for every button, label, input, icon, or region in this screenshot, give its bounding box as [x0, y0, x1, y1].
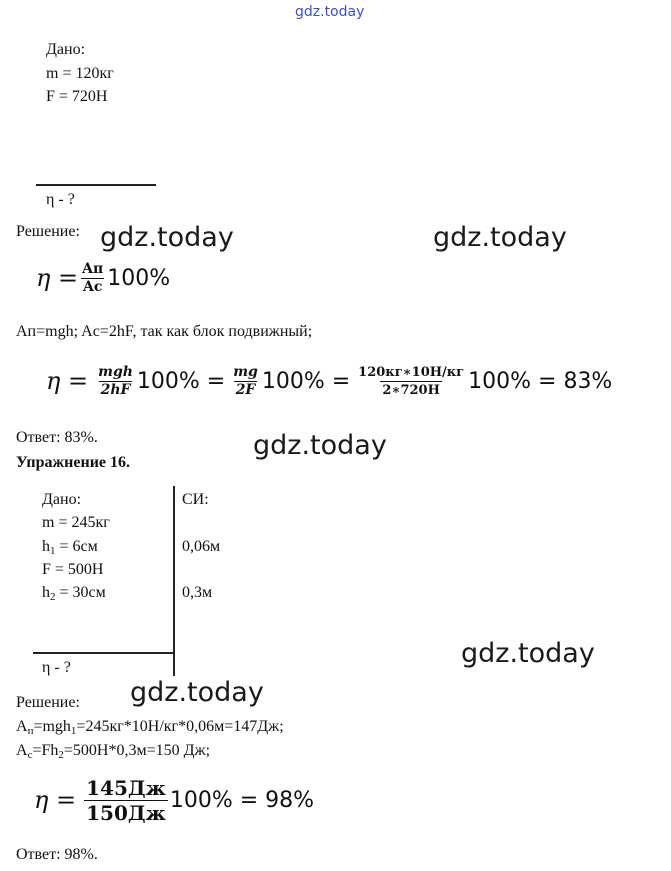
answer-2: Ответ: 98%. [16, 846, 98, 863]
calc-denominator-1: 2hF [100, 381, 131, 398]
given-height-1: $h_1 = 6см$ [42, 538, 98, 557]
formula2-fraction [84, 776, 168, 825]
formula2-numerator: 145Дж [86, 775, 166, 800]
formula-fraction [80, 261, 105, 296]
calc-fraction-2 [231, 364, 260, 399]
given-mass-2: m = 245кг [42, 514, 110, 531]
watermark-top: gdz.today [295, 4, 365, 20]
calc-numerator-2: mg [233, 363, 258, 380]
calc-fraction-3 [356, 364, 466, 399]
si-height-1: 0,06м [182, 538, 221, 555]
find-efficiency: η - ? [46, 191, 75, 208]
given-force-2: F = 500Н [42, 561, 104, 578]
calc-numerator-3: 120кг∗10Н/кг [358, 364, 465, 380]
efficiency-formula-2 [34, 770, 314, 830]
given-divider-2 [33, 652, 174, 654]
watermark: gdz.today [253, 430, 387, 461]
exercise-heading: Упражнение 16. [16, 454, 131, 471]
formula-denominator: Aс [82, 278, 103, 295]
calc-part-1: 100% = [136, 368, 226, 394]
formula2-lhs: η = [34, 786, 77, 814]
find-efficiency-2: η - ? [42, 659, 71, 676]
watermark: gdz.today [100, 222, 234, 253]
formula-lhs: η = [36, 264, 79, 292]
given-mass: m = 120кг [46, 65, 114, 82]
given-label-2: Дано: [42, 491, 82, 508]
calculation-formula [46, 357, 612, 405]
given-divider [36, 184, 156, 186]
watermark: gdz.today [130, 677, 264, 708]
given-label: Дано: [46, 41, 86, 58]
answer-1: Ответ: 83%. [16, 429, 98, 446]
calc-numerator-1: mgh [98, 363, 133, 380]
si-divider [173, 486, 175, 676]
formula-percent: 100% [107, 265, 171, 291]
efficiency-formula [36, 256, 170, 300]
work-definitions: Aп=mgh; Aс=2hF, так как блок подвижный; [16, 323, 313, 340]
formula-numerator: Aп [82, 260, 104, 277]
given-height-2: $h_2 = 30см$ [42, 584, 106, 603]
useful-work-line: $A_п=mgh_1=245кг*10Н/кг*0,06м=147Дж$; [16, 718, 284, 737]
watermark: gdz.today [461, 638, 595, 669]
total-work-line: $A_с=Fh_2=500Н*0,3м=150$ Дж; [16, 742, 211, 761]
calc-result: 100% = 83% [468, 368, 613, 394]
formula2-denominator: 150Дж [86, 800, 166, 825]
si-label: СИ: [182, 491, 209, 508]
calc-part-2: 100% = [261, 368, 351, 394]
solution-label-2: Решение: [16, 694, 80, 711]
calc-denominator-3: 2∗720Н [382, 382, 440, 398]
watermark: gdz.today [433, 222, 567, 253]
given-force: F = 720Н [46, 88, 108, 105]
calc-lhs: η = [46, 367, 89, 395]
si-height-2: 0,3м [182, 584, 213, 601]
calc-fraction-1 [96, 364, 135, 399]
solution-label: Решение: [16, 223, 80, 240]
formula2-result: 100% = 98% [169, 787, 315, 813]
calc-denominator-2: 2F [235, 381, 256, 398]
